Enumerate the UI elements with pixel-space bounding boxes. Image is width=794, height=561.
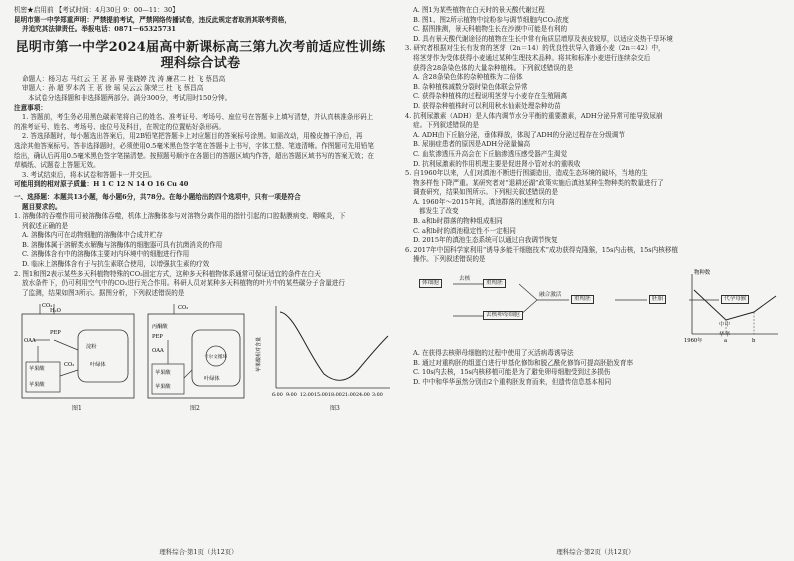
q2-stem: 放水条件下，仍可利用空气中的CO₂进行光合作用。科研人员对某种多天科植物的叶片中的某些碳分子含量进行	[22, 279, 345, 288]
fig1-label: OAA	[24, 338, 36, 345]
fig1-label: 淀粉	[86, 344, 97, 351]
fig1-label: 叶绿体	[90, 362, 106, 369]
q2-stem: 了监测，结果如图3所示。据图分析，下列叙述错误的是	[22, 288, 185, 297]
reviewers: 审题人：孙 超 罗本芮 王 茗 徐 瑶 吴云云 陈荣三 杜 飞 蔡昌高	[22, 84, 204, 93]
section-1-title-cont: 题目要求的。	[22, 202, 62, 211]
fig1-label: CO₂	[42, 303, 53, 310]
q1-option-d: D. 临床上溶酶体含有于与抗生素联合使用，以增强抗生素的疗效	[22, 260, 210, 269]
graph-xlabel: 1960年	[684, 338, 703, 344]
flow-box: 体细胞	[419, 279, 442, 288]
q6-option-b: B. 通过对重构胚的组蛋白进行甲基化修饰和脱乙酰化修饰可提高胚胎发育率	[413, 358, 634, 367]
notice-line-1: 昆明市第一中学郑重声明：严禁提前考试，严禁网络传播试卷，违反此规定者取消其联考资格，	[14, 15, 291, 24]
fig3-xtick: 3:00	[372, 393, 383, 399]
proposers: 命题人：杨习志 马红云 王 茗 孙 昇 张晓婷 沈 涛 廉君二 杜 飞 蔡昌高	[22, 74, 226, 83]
notice-line-2: 并追究其法律责任。举报电话：0871－65325731	[22, 25, 176, 34]
flow-label: 去核	[459, 276, 471, 283]
q2-stem: 2. 图1和图2表示某些多天科植物特殊的CO₂固定方式，这种多天科植物体系通常可保证适宜的条件在白天	[14, 269, 321, 278]
atomic-masses: 可能用到的相对原子质量：H 1 C 12 N 14 O 16 Cu 40	[14, 180, 189, 189]
fig1-label: PEP	[50, 330, 61, 337]
q4-option-d: D. 抗利尿激素的作用机理主要是促进肾小管对水的重吸收	[413, 159, 581, 168]
flow-label: 华华	[719, 332, 731, 339]
fig3-xtick: 15:00	[314, 393, 328, 399]
fig1-caption: 图1	[72, 405, 82, 413]
fig3-xtick: 9:00	[286, 393, 297, 399]
fig2-caption: 图2	[190, 405, 200, 413]
q5-option-c: C. a和b时的滇池稳定性不一定相同	[413, 226, 516, 235]
graph-ylabel: 物种数	[694, 270, 711, 276]
q6-flow-diagram	[419, 266, 784, 348]
q4-option-a: A. ADH由下丘脑分泌，垂体释放，体现了ADH的分泌过程存在分级调节	[413, 130, 625, 139]
header-line: 机密★启用前 【考试时间：4月30日 9：00—11：30】	[14, 6, 179, 14]
q6-stem: 6. 2017年中国科学家利用“诱导多能干细胞技术”成功获得克隆猴，15s内击核，15s内核移植	[405, 245, 679, 254]
fig2-label: 叶绿体	[204, 376, 220, 383]
q6-option-a: A. 在获得去核卵母细胞的过程中使用了灭活病毒诱导法	[413, 349, 574, 358]
fig3-xtick: 18:00	[328, 393, 342, 399]
flow-box: 胚胎	[649, 295, 666, 304]
figure-2-diagram	[144, 300, 248, 404]
fig2-label: 苹果酸	[155, 370, 171, 377]
fig2-label: 丙酮酸	[152, 324, 168, 331]
q3-stem: 3. 研究者根据对生长有发育的茎芽（2n＝14）的优良性状导入普通小麦（2n＝42）中，	[405, 44, 665, 53]
note-line: 的准考证号、姓名、考场号、座位号及科目，在规定的位置贴好条形码。	[14, 122, 225, 131]
fig3-xtick: 24:00	[356, 393, 370, 399]
note-line: 绘出，确认后再用0.5毫米黑色签字笔描清楚。按照题号顺序在各题目的答题区域内作答，超出答题区域书写的答案无效；在	[14, 151, 374, 160]
exam-title: 昆明市第一中学2024届高中新课标高三第九次考前适应性训练	[15, 39, 386, 55]
figure-3-chart	[254, 300, 394, 404]
q1-option-c: C. 溶酶体含有中的溶酶体主要对内环境中的细胞进行作用	[22, 250, 190, 259]
fig3-caption: 图3	[330, 405, 340, 413]
q4-option-b: B. 尿崩症患者的原因是ADH分泌量偏高	[413, 140, 531, 149]
notes-title: 注意事项：	[14, 103, 47, 112]
flow-box: 重构胚	[571, 295, 594, 304]
q4-option-c: C. 血浆渗透压升高会在下丘脑渗透压感受器产生渴觉	[413, 149, 568, 158]
figure-1-diagram	[20, 300, 138, 404]
note-line: 3. 考试结束后，将本试卷和答题卡一并交回。	[22, 170, 156, 179]
q2-option-b: B. 图1、图2所示植物中淀粉参与调节细胞内CO₂浓度	[413, 15, 569, 24]
flow-box: 去核卵母细胞	[483, 311, 523, 320]
q3-option-d: D. 获得杂种植株时可以利用秋水仙素处理杂种幼苗	[413, 101, 561, 110]
q3-stem: 将茎芽作为受体获得小麦通过某种生理技术品种。将其和标准小麦进行连续杂交后	[413, 53, 651, 62]
fig2-label: 卡尔文循环	[204, 355, 227, 361]
q3-option-c: C. 获得杂种植株的过程说明茎芽与小麦存在生殖隔离	[413, 92, 568, 101]
q5-option-b: B. a和b时群落的物种组成相同	[413, 217, 503, 226]
flow-label: 融合激活	[539, 292, 562, 299]
flow-label: 中中	[719, 322, 731, 329]
fig3-xtick: 21:00	[342, 393, 356, 399]
q5-stem: 5. 自1960年以来，人们对滇池不断进行围湖造田，造成生态环境的破坏，当地的生	[405, 169, 648, 178]
fig1-label: H₂O	[50, 308, 61, 315]
q1-option-b: B. 溶酶体属于溶解类水解酶与溶酶体的细胞器可具有抗菌消炎的作用	[22, 240, 223, 249]
q2-figures	[14, 300, 387, 413]
q4-stem: 4. 抗利尿激素（ADH）是人体内调节水分平衡的重要激素，ADH分泌异常可能导致尿崩	[405, 111, 663, 120]
q6-stem: 操作。下列叙述错误的是	[413, 255, 486, 264]
q5-stem: 调查研究，结果如图所示。下列相关叙述错误的是	[413, 188, 559, 197]
exam-subtitle: 理科综合试卷	[160, 55, 241, 71]
exam-page-2	[397, 0, 794, 561]
page-footer: 理科综合·第1页（共12页）	[159, 548, 238, 556]
q1-stem: 列叙述正确的是	[22, 221, 69, 230]
q1-stem: 1. 溶酶体的吞噬作用可被溶酶体吞噬，机体上溶酶体参与对溶物分离作用的指针引起的口腔黏膜病变、咽喉炎，下	[14, 212, 346, 221]
section-1-title: 一、选择题：本题共13小题，每小题6分，共78分。在每小题给出的四个选项中，只有一项是符合	[14, 192, 301, 201]
fig1-label: 苹果酸	[29, 382, 45, 389]
page-footer: 理科综合·第2页（共12页）	[556, 548, 635, 556]
flow-box: 代孕母猴	[721, 295, 749, 304]
q1-option-a: A. 溶酶体内可在动物细胞的溶酶体中合成并贮存	[22, 231, 163, 240]
fig1-label: 苹果酸	[29, 366, 45, 373]
intro: 本试卷分选择题和非选择题两部分。满分300分，考试用时150分钟。	[28, 93, 232, 102]
graph-xlabel: b	[752, 338, 756, 344]
fig2-label: PEP	[152, 334, 163, 341]
q3-option-a: A. 含28条染色体的杂种植株为二倍体	[413, 73, 523, 82]
fig1-label: CO₂	[64, 362, 75, 369]
q6-option-c: C. 10s内去核，15s内核移植可能是为了避免卵母细胞受到过多损伤	[413, 368, 611, 377]
fig2-label: OAA	[152, 348, 164, 355]
note-line: 草稿纸、试题卷上答题无效。	[14, 161, 100, 170]
q2-option-d: D. 具有景天酸代谢途径的植物在生长中常有角质层增厚及表皮较厚，以适应炎热干旱环境	[413, 34, 673, 43]
q5-option-a: A. 1960年～2015年间，滇池群落的速度和方向	[413, 197, 555, 206]
q6-option-d: D. 中中和华华虽然分别由2个重构胚发育而来，但遗传信息基本相同	[413, 377, 612, 386]
q5-stem: 物多样性下降严重。某研究者对“退耕还湖”政策实施后滇池某种生物种类的数量进行了	[413, 178, 664, 187]
note-line: 2. 答选择题时，每小题选出答案后，用2B铅笔把答题卡上对应题目的答案标号涂黑。如需改动，用橡皮擦干净后，再	[22, 132, 363, 141]
q2-option-a: A. 图1为某些植物在白天时的景天酸代谢过程	[413, 6, 545, 14]
q3-option-b: B. 杂种植株减数分裂时染色体联会异常	[413, 82, 528, 91]
fig2-label: 苹果酸	[155, 384, 171, 391]
flow-box: 重构胚	[483, 279, 506, 288]
q5-option-d: D. 2015年的滇池生态系统可以通过自我调节恢复	[413, 236, 558, 245]
fig3-xtick: 12:00	[300, 393, 314, 399]
note-line: 1. 答题前，考生务必用黑色碳素笔将自己的姓名、准考证号、考场号、座位号在答题卡上填写清楚，并认真核准条形码上	[22, 113, 374, 122]
fig3-xtick: 6:00	[272, 393, 283, 399]
fig2-label: CO₂	[178, 305, 189, 312]
q4-stem: 症。下列叙述错误的是	[413, 121, 479, 130]
fig3-ylabel: 苹果酸相对含量	[256, 337, 262, 373]
q2-option-c: C. 据图推测，景天科植物生长在沙漠中可能是有利的	[413, 25, 568, 34]
graph-xlabel: a	[724, 338, 728, 344]
q3-stem: 获得含28条染色体的大量杂种植株。下列叙述错误的是	[413, 63, 574, 72]
note-line: 选涂其他答案标号。答非选择题时，必须使用0.5毫米黑色签字笔在答题卡上书写，字体工整、笔迹清晰。作图题可先用铅笔	[14, 141, 374, 150]
q5-option-a-cont: 都发生了改变	[419, 207, 459, 216]
